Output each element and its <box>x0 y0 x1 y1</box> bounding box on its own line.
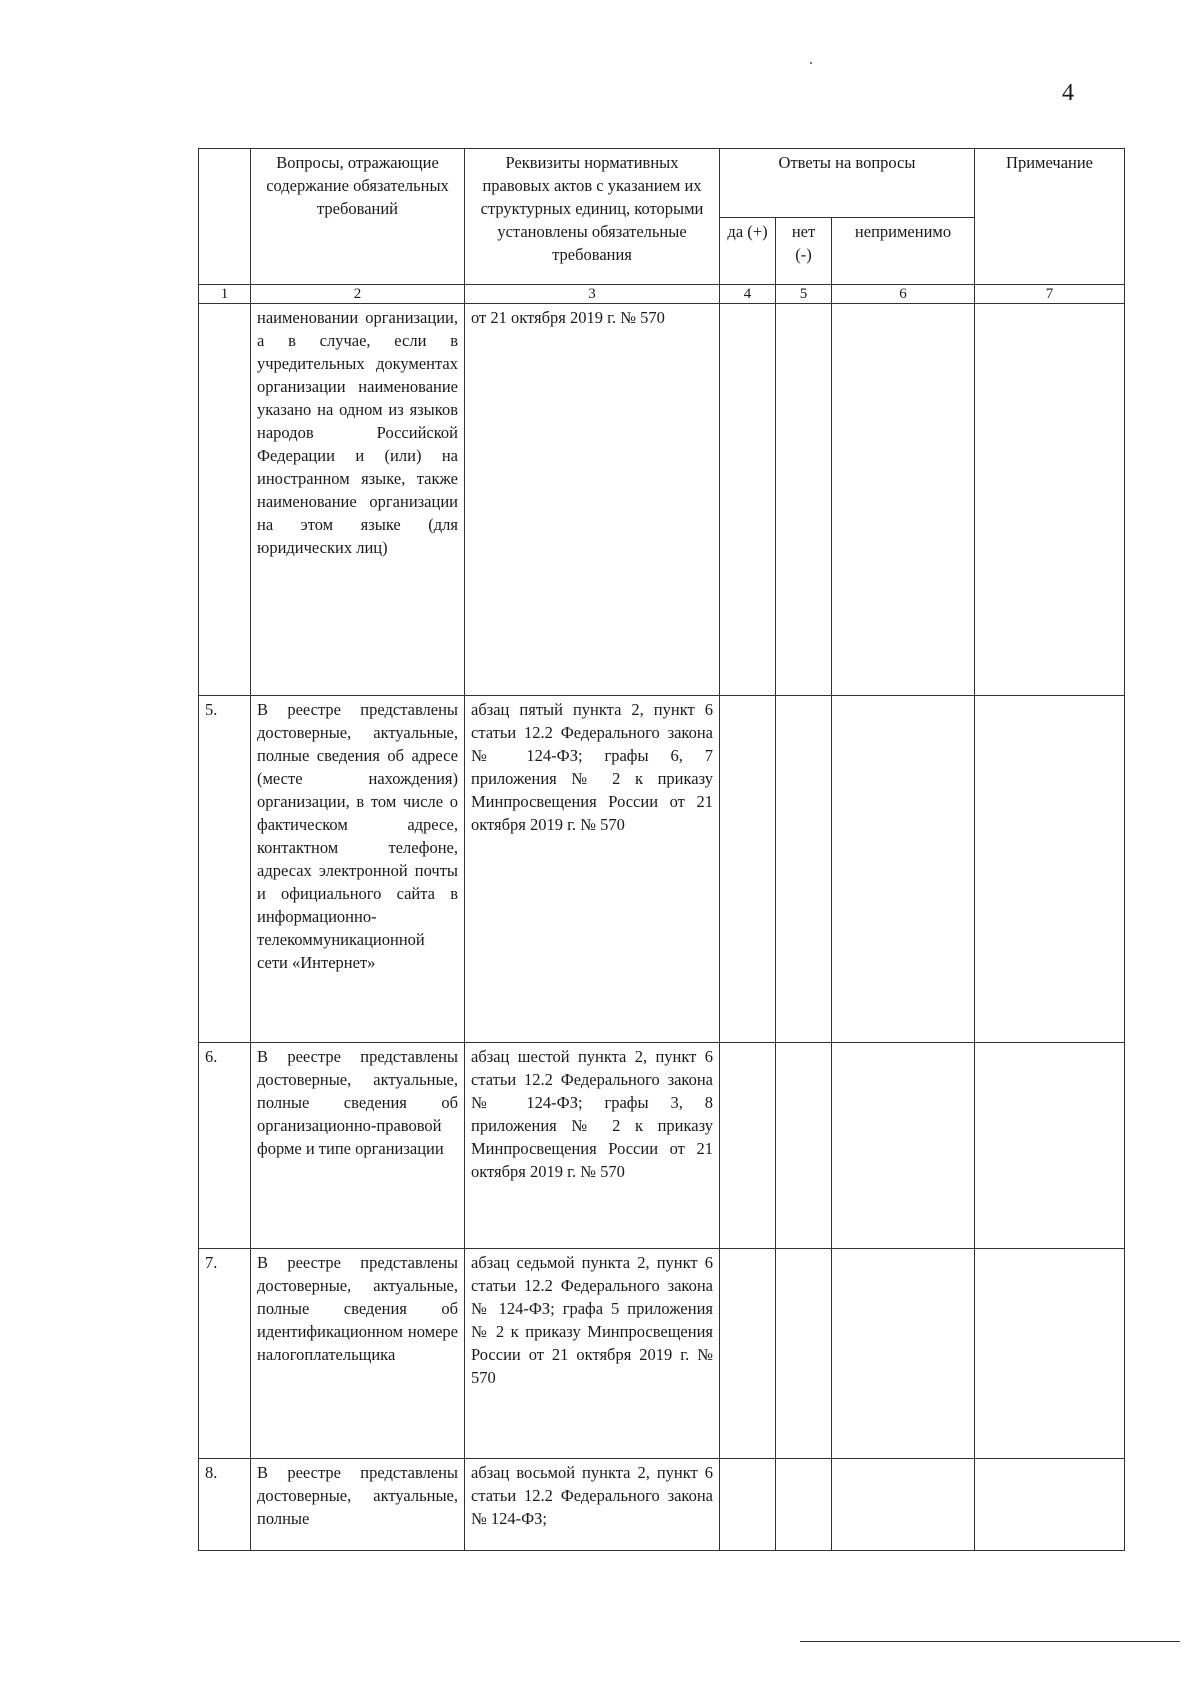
row-number: 5. <box>199 696 251 1043</box>
row-number: 8. <box>199 1459 251 1551</box>
header-no: нет (-) <box>776 218 832 285</box>
column-number: 6 <box>832 285 975 304</box>
column-number: 7 <box>975 285 1125 304</box>
row-requisites: абзац шестой пункта 2, пункт 6 статьи 12.2 Федерального закона № 124-ФЗ; графы 3, 8 приложения № 2 к приказу Минпросвещения России от 21 октября 2019 г. № 570 <box>465 1043 720 1249</box>
scan-speck <box>810 62 812 64</box>
column-numbers-row <box>199 285 1125 304</box>
answer-no-cell[interactable] <box>776 1249 832 1459</box>
row-requisites: абзац восьмой пункта 2, пункт 6 статьи 12.2 Федерального закона № 124-ФЗ; <box>465 1459 720 1551</box>
table-row <box>199 1249 1125 1459</box>
note-cell[interactable] <box>975 1459 1125 1551</box>
answer-na-cell[interactable] <box>832 1459 975 1551</box>
header-yes: да (+) <box>720 218 776 285</box>
answer-no-cell[interactable] <box>776 696 832 1043</box>
header-note: Примечание <box>975 149 1125 285</box>
answer-yes-cell[interactable] <box>720 1459 776 1551</box>
row-requisites: от 21 октября 2019 г. № 570 <box>465 304 720 696</box>
answer-na-cell[interactable] <box>832 1043 975 1249</box>
answer-na-cell[interactable] <box>832 696 975 1043</box>
row-requisites: абзац пятый пункта 2, пункт 6 статьи 12.2 Федерального закона № 124-ФЗ; графы 6, 7 приложения № 2 к приказу Минпросвещения России от 21 октября 2019 г. № 570 <box>465 696 720 1043</box>
row-question: наименовании организации, а в случае, если в учредительных документах организации наименование указано на одном из языков народов Российской Федерации и (или) на иностранном языке, также наименование организации на этом языке (для юридических лиц) <box>251 304 465 696</box>
header-number-cell <box>199 149 251 285</box>
column-number: 5 <box>776 285 832 304</box>
column-number: 4 <box>720 285 776 304</box>
answer-yes-cell[interactable] <box>720 304 776 696</box>
header-answers: Ответы на вопросы <box>720 149 975 218</box>
answer-yes-cell[interactable] <box>720 696 776 1043</box>
table-row <box>199 1459 1125 1551</box>
checklist-table <box>198 148 1125 1551</box>
column-number: 2 <box>251 285 465 304</box>
header-requisites: Реквизиты нормативных правовых актов с указанием их структурных единиц, которыми установлены обязательные требования <box>465 149 720 285</box>
row-number: 6. <box>199 1043 251 1249</box>
note-cell[interactable] <box>975 304 1125 696</box>
row-requisites: абзац седьмой пункта 2, пункт 6 статьи 12.2 Федерального закона № 124-ФЗ; графа 5 приложения № 2 к приказу Минпросвещения России от 21 октября 2019 г. № 570 <box>465 1249 720 1459</box>
answer-na-cell[interactable] <box>832 1249 975 1459</box>
column-number: 3 <box>465 285 720 304</box>
row-question: В реестре представлены достоверные, актуальные, полные сведения об идентификационном номере налогоплательщика <box>251 1249 465 1459</box>
answer-no-cell[interactable] <box>776 1459 832 1551</box>
answer-no-cell[interactable] <box>776 1043 832 1249</box>
header-row-1 <box>199 149 1125 218</box>
table-row <box>199 304 1125 696</box>
row-question: В реестре представлены достоверные, актуальные, полные сведения об адресе (месте нахождения) организации, в том числе о фактическом адресе, контактном телефоне, адресах электронной почты и официального сайта в информационно-телекоммуникационной сети «Интернет» <box>251 696 465 1043</box>
answer-yes-cell[interactable] <box>720 1249 776 1459</box>
row-question: В реестре представлены достоверные, актуальные, полные сведения об организационно-правовой форме и типе организации <box>251 1043 465 1249</box>
table-row <box>199 1043 1125 1249</box>
column-number: 1 <box>199 285 251 304</box>
row-number: 7. <box>199 1249 251 1459</box>
row-question: В реестре представлены достоверные, актуальные, полные <box>251 1459 465 1551</box>
answer-no-cell[interactable] <box>776 304 832 696</box>
answer-yes-cell[interactable] <box>720 1043 776 1249</box>
footer-rule <box>800 1641 1180 1642</box>
page-number: 4 <box>1062 80 1074 106</box>
answer-na-cell[interactable] <box>832 304 975 696</box>
row-number <box>199 304 251 696</box>
table-row <box>199 696 1125 1043</box>
note-cell[interactable] <box>975 1043 1125 1249</box>
note-cell[interactable] <box>975 696 1125 1043</box>
header-questions: Вопросы, отражающие содержание обязательных требований <box>251 149 465 285</box>
note-cell[interactable] <box>975 1249 1125 1459</box>
header-not-applicable: неприменимо <box>832 218 975 285</box>
